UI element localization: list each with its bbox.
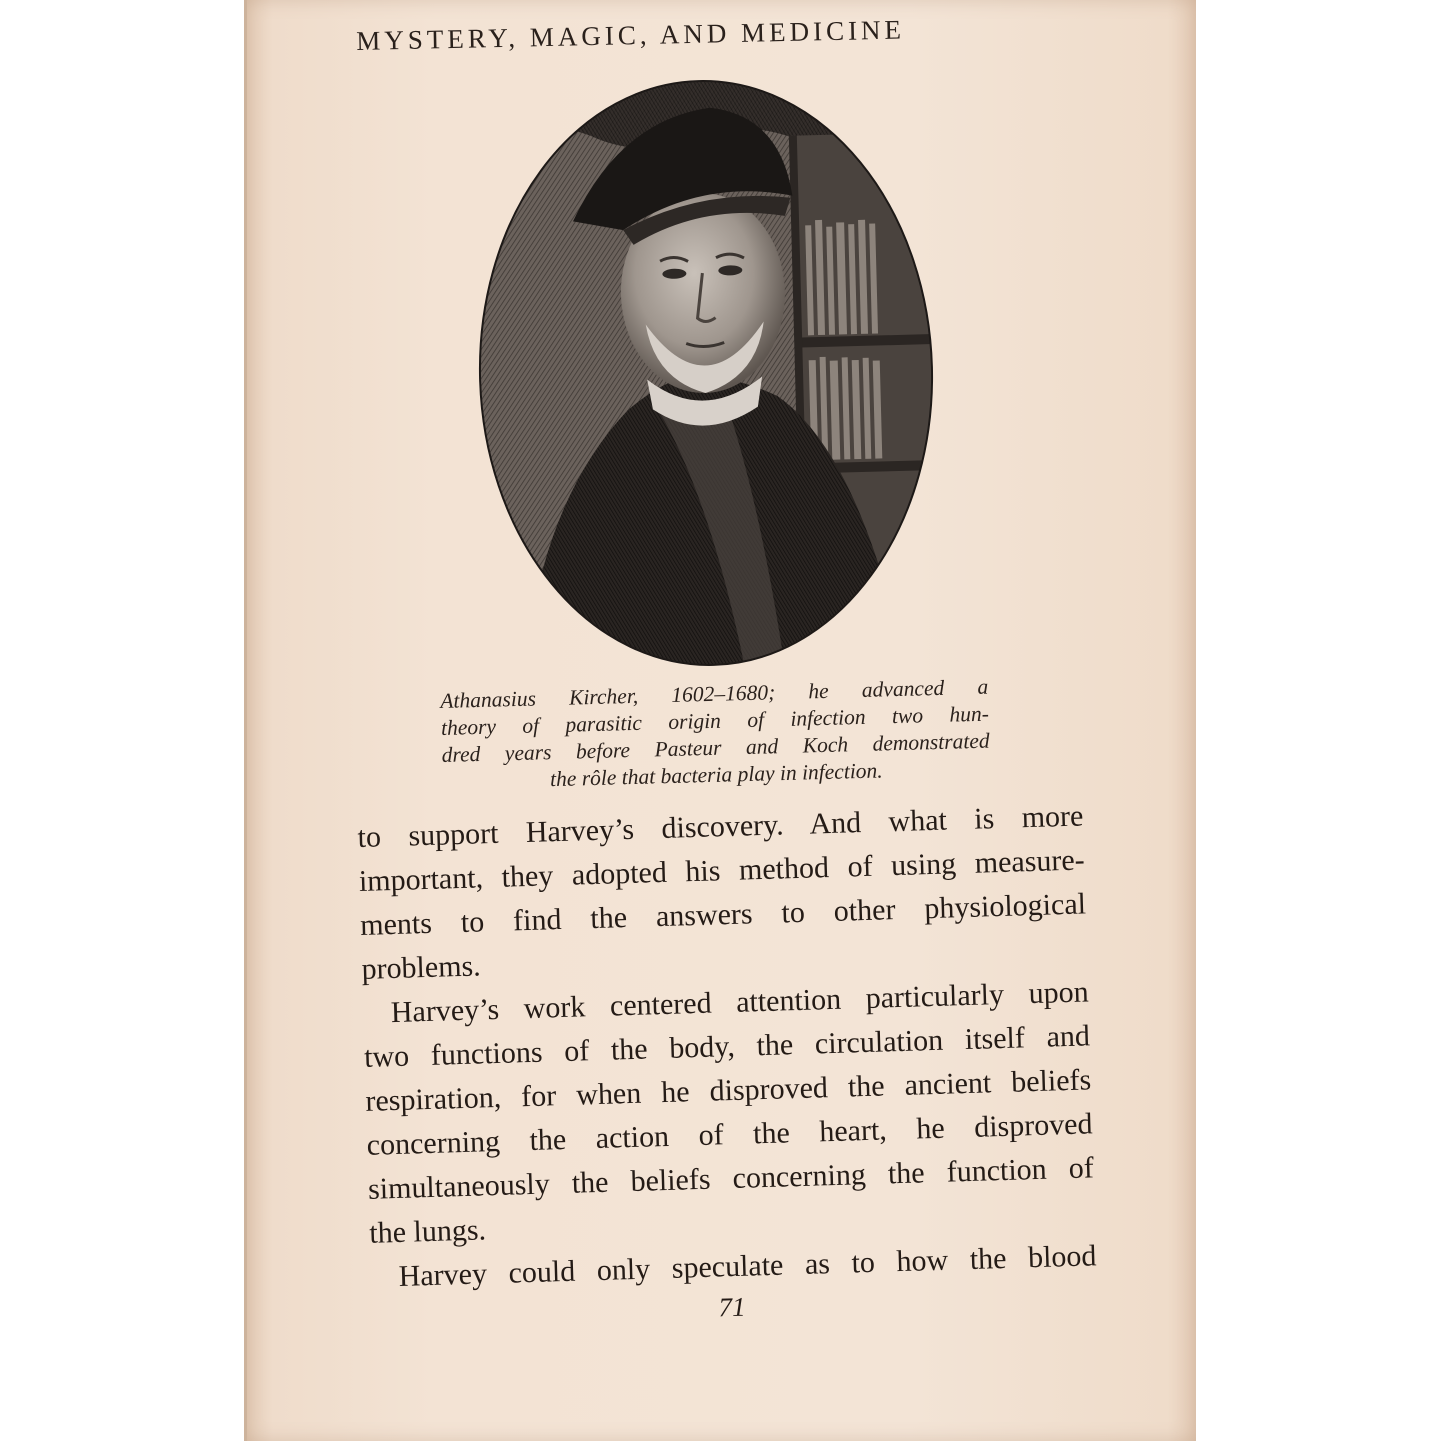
- text-line: respiration, for when he disproved the ancient beliefs: [364, 1063, 1092, 1118]
- page-gutter-edge: [244, 0, 247, 1441]
- text-line: Harvey could only speculate as to how the blood: [398, 1239, 1097, 1293]
- caption-line: Athanasius Kircher, 1602–1680; he advanced a: [440, 674, 989, 713]
- text-line: two functions of the body, the circulation itself and: [363, 1019, 1091, 1074]
- text-line: the lungs.: [368, 1213, 487, 1250]
- caption-line: theory of parasitic origin of infection two hun-: [440, 701, 990, 740]
- page-number: 71: [718, 1291, 746, 1323]
- text-line: simultaneously the beliefs concerning the function of: [367, 1151, 1095, 1206]
- caption-line: dred years before Pasteur and Koch demonstrated: [441, 728, 990, 767]
- body-text: [357, 794, 1097, 1299]
- text-line: important, they adopted his method of using measure-: [358, 843, 1086, 898]
- text-line: Harvey’s work centered attention particularly upon: [390, 975, 1090, 1030]
- text-line: ments to find the answers to other physiological: [359, 887, 1087, 942]
- text-line: to support Harvey’s discovery. And what is more: [357, 799, 1084, 854]
- running-head: MYSTERY, MAGIC, AND MEDICINE: [356, 14, 906, 56]
- portrait-caption: [440, 674, 991, 796]
- caption-line: the rôle that bacteria play in infection.: [549, 758, 883, 792]
- text-line: concerning the action of the heart, he disproved: [366, 1107, 1093, 1162]
- portrait-engraving: [469, 72, 942, 674]
- text-line: problems.: [361, 949, 482, 986]
